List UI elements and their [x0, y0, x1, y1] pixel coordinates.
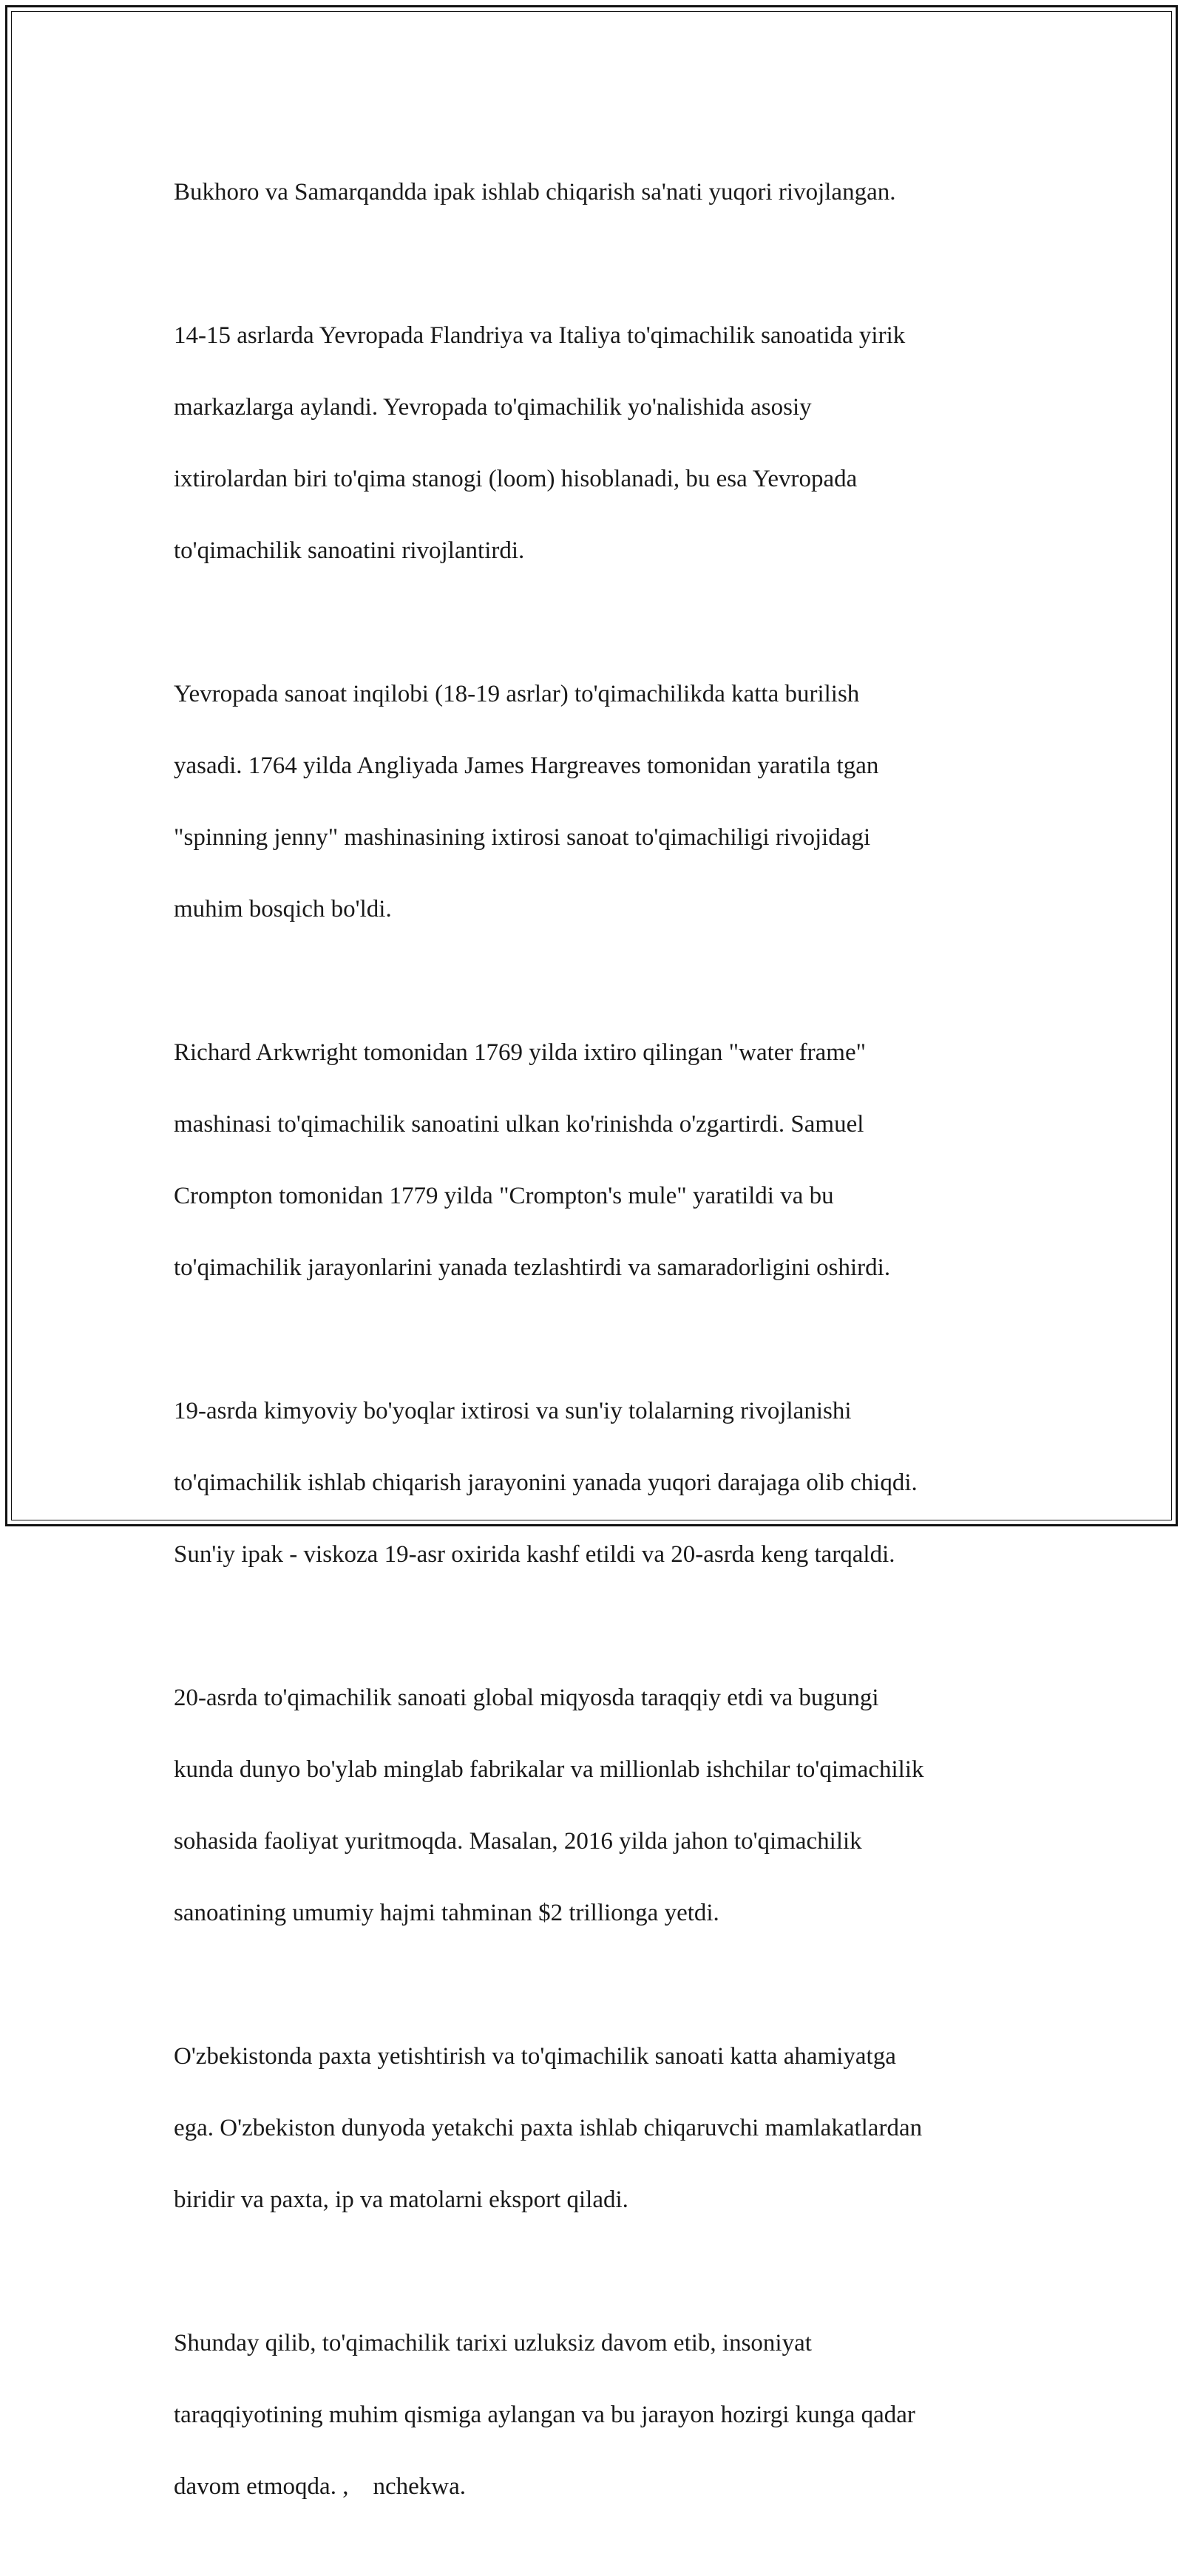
text-line: Yevropada sanoat inqilobi (18-19 asrlar) to'qimachilikda katta burilish — [174, 680, 860, 707]
paragraph-2 — [174, 282, 1017, 605]
text-line: Richard Arkwright tomonidan 1769 yilda ixtiro qilingan "water frame" — [174, 1039, 867, 1066]
text-line: Shunday qilib, to'qimachilik tarixi uzluksiz davom etib, insoniyat — [174, 2329, 812, 2356]
text-line: kunda dunyo bo'ylab minglab fabrikalar va millionlab ishchilar to'qimachilik — [174, 1756, 924, 1783]
text-line: to'qimachilik ishlab chiqarish jarayonini yanada yuqori darajaga olib chiqdi. — [174, 1469, 918, 1496]
text-line: biridir va paxta, ip va matolarni eksport qiladi. — [174, 2186, 628, 2213]
paragraph-5 — [174, 1357, 1017, 1608]
paragraph-4 — [174, 999, 1017, 1322]
text-line: ixtirolardan biri to'qima stanogi (loom) hisoblanadi, bu esa Yevropada — [174, 465, 858, 492]
text-line: to'qimachilik sanoatini rivojlantirdi. — [174, 537, 525, 564]
text-line: 19-asrda kimyoviy bo'yoqlar ixtirosi va sun'iy tolalarning rivojlanishi — [174, 1397, 852, 1424]
text-line: muhim bosqich bo'ldi. — [174, 895, 392, 922]
paragraph-1 — [174, 138, 1017, 246]
text-line: "spinning jenny" mashinasining ixtirosi sanoat to'qimachiligi rivojidagi — [174, 823, 871, 851]
document-body — [174, 138, 1017, 2576]
text-line: Crompton tomonidan 1779 yilda "Crompton's mule" yaratildi va bu — [174, 1182, 834, 1209]
text-line: davom etmoqda. , nchekwa. — [174, 2473, 466, 2500]
text-line: mashinasi to'qimachilik sanoatini ulkan ko'rinishda o'zgartirdi. Samuel — [174, 1110, 864, 1138]
text-line: 14-15 asrlarda Yevropada Flandriya va Italiya to'qimachilik sanoatida yirik — [174, 322, 906, 349]
text-line: to'qimachilik jarayonlarini yanada tezlashtirdi va samaradorligini oshirdi. — [174, 1254, 891, 1281]
text-line: sohasida faoliyat yuritmoqda. Masalan, 2016 yilda jahon to'qimachilik — [174, 1827, 862, 1855]
text-line: Bukhoro va Samarqandda ipak ishlab chiqarish sa'nati yuqori rivojlangan. — [174, 178, 896, 205]
text-line: taraqqiyotining muhim qismiga aylangan va bu jarayon hozirgi kunga qadar — [174, 2401, 915, 2428]
text-line: 20-asrda to'qimachilik sanoati global miqyosda taraqqiy etdi va bugungi — [174, 1684, 879, 1711]
text-line: sanoatining umumiy hajmi tahminan $2 trillionga yetdi. — [174, 1899, 719, 1926]
paragraph-6 — [174, 1644, 1017, 1967]
text-line: ega. O'zbekiston dunyoda yetakchi paxta ishlab chiqaruvchi mamlakatlardan — [174, 2114, 923, 2141]
paragraph-8 — [174, 2289, 1017, 2541]
paragraph-7 — [174, 2002, 1017, 2254]
text-line: Sun'iy ipak - viskoza 19-asr oxirida kashf etildi va 20-asrda keng tarqaldi. — [174, 1540, 895, 1568]
text-line: markazlarga aylandi. Yevropada to'qimachilik yo'nalishida asosiy — [174, 393, 812, 421]
paragraph-3 — [174, 640, 1017, 963]
text-line: yasadi. 1764 yilda Angliyada James Hargreaves tomonidan yaratila tgan — [174, 752, 879, 779]
text-line: O'zbekistonda paxta yetishtirish va to'qimachilik sanoati katta ahamiyatga — [174, 2042, 896, 2070]
